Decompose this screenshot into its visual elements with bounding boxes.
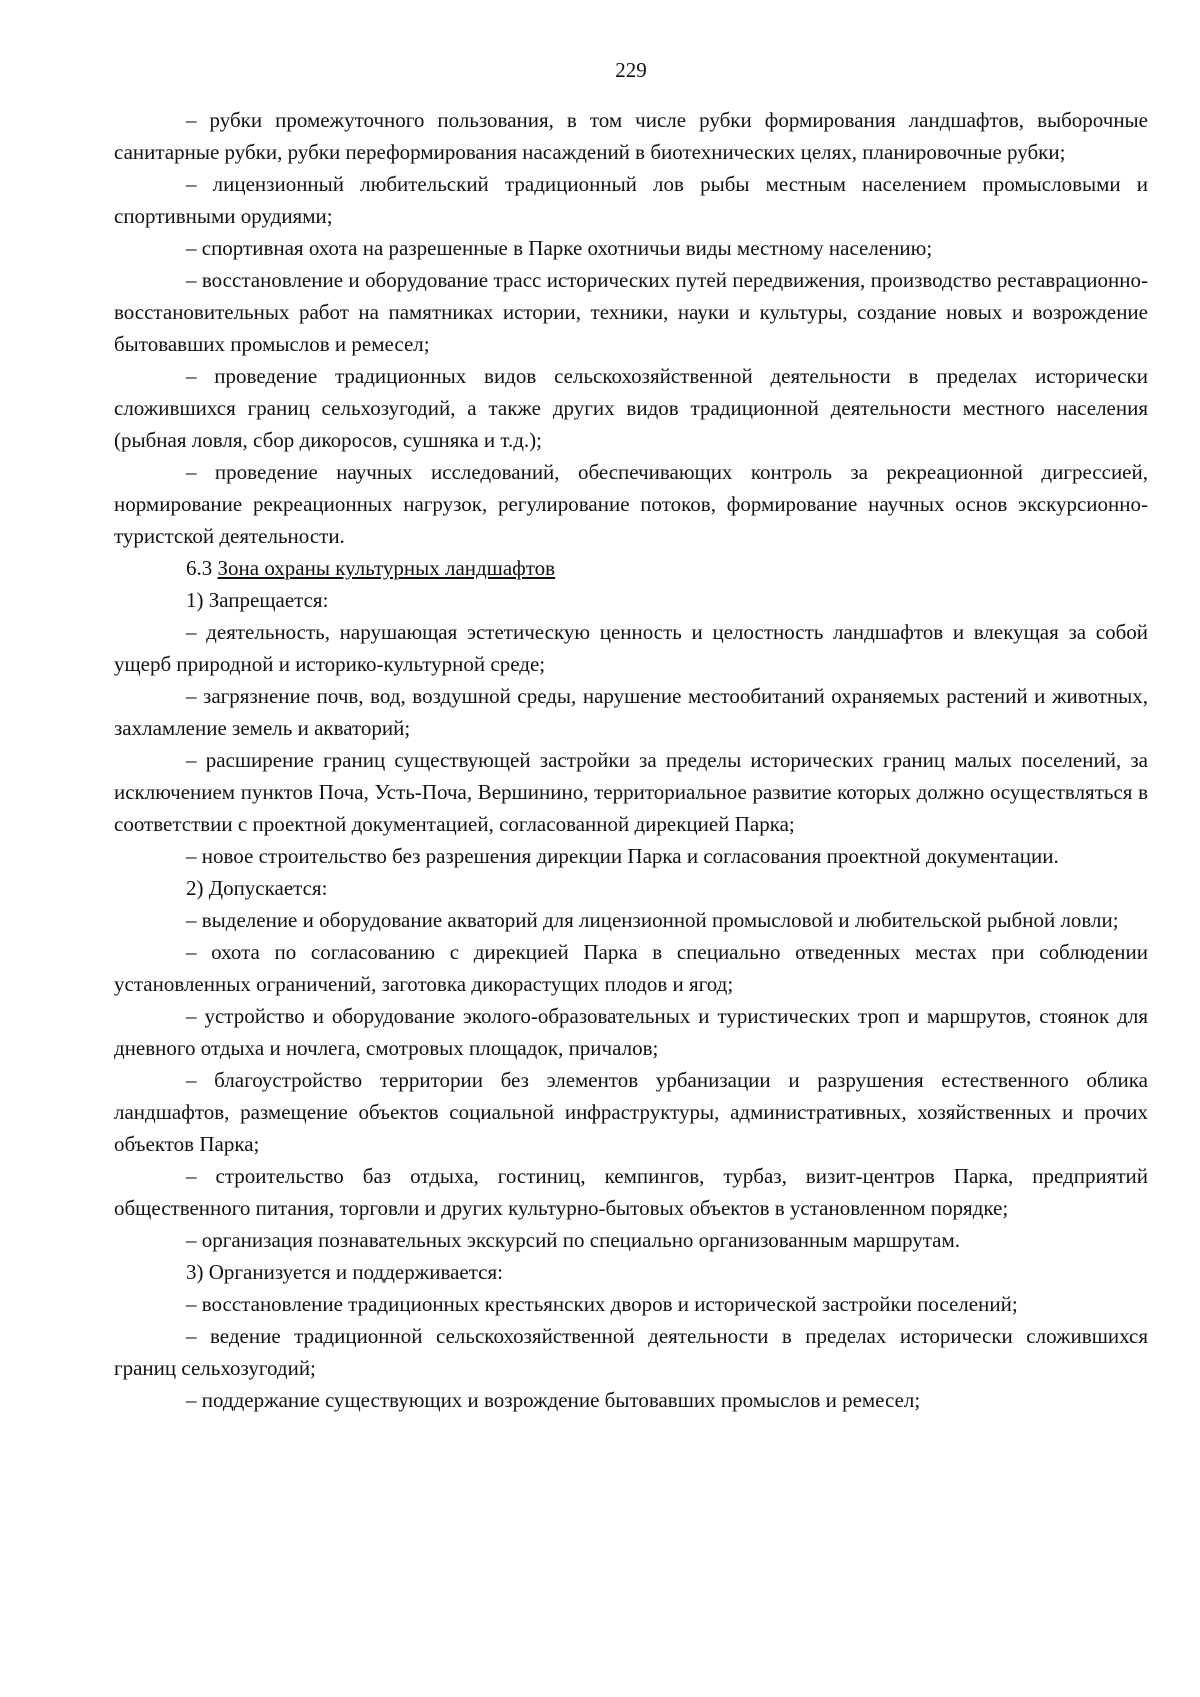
paragraph: – строительство баз отдыха, гостиниц, кемпингов, турбаз, визит-центров Парка, предприятий общественного питания, торговли и других культурно-бытовых объектов в установленном порядке; (114, 1164, 1148, 1220)
section-heading (114, 552, 1148, 584)
paragraph: – выделение и оборудование акваторий для лицензионной промысловой и любительской рыбной ловли; (186, 908, 1119, 932)
paragraph: – проведение традиционных видов сельскохозяйственной деятельности в пределах исторически сложившихся границ сельхозугодий, а также других видов традиционной деятельности местного населения (рыбная ловля, сбор дикоросов, сушняка и т.д.); (114, 364, 1148, 452)
paragraph: – рубки промежуточного пользования, в том числе рубки формирования ландшафтов, выборочные санитарные рубки, рубки переформирования насаждений в биотехнических целях, планировочные рубки; (114, 108, 1148, 164)
paragraph: – новое строительство без разрешения дирекции Парка и согласования проектной документации. (186, 844, 1059, 868)
paragraph: – лицензионный любительский традиционный лов рыбы местным населением промысловыми и спортивными орудиями; (114, 172, 1148, 228)
paragraph: – организация познавательных экскурсий по специально организованным маршрутам. (186, 1228, 961, 1252)
paragraph: – восстановление и оборудование трасс исторических путей передвижения, производство реставрационно-восстановительных работ на памятниках истории, техники, науки и культуры, создание новых и возрождение бытовавших промыслов и ремесел; (114, 268, 1148, 356)
paragraph: – устройство и оборудование эколого-образовательных и туристических троп и маршрутов, стоянок для дневного отдыха и ночлега, смотровых площадок, причалов; (114, 1004, 1148, 1060)
paragraph: 3) Организуется и поддерживается: (186, 1260, 503, 1284)
document-page (114, 58, 1148, 1416)
paragraph: – загрязнение почв, вод, воздушной среды, нарушение местообитаний охраняемых растений и животных, захламление земель и акваторий; (114, 684, 1148, 740)
paragraph: 2) Допускается: (186, 876, 328, 900)
section-number: 6.3 (186, 556, 218, 580)
paragraph: – проведение научных исследований, обеспечивающих контроль за рекреационной дигрессией, нормирование рекреационных нагрузок, регулирование потоков, формирование научных основ экскурсионно-туристской деятельности. (114, 460, 1148, 548)
page-number: 229 (615, 58, 647, 82)
section-title: Зона охраны культурных ландшафтов (217, 556, 556, 580)
paragraph: – ведение традиционной сельскохозяйственной деятельности в пределах исторически сложившихся границ сельхозугодий; (114, 1324, 1148, 1380)
paragraph: – поддержание существующих и возрождение бытовавших промыслов и ремесел; (186, 1388, 921, 1412)
paragraph: – спортивная охота на разрешенные в Парке охотничьи виды местному населению; (186, 236, 933, 260)
paragraph: – благоустройство территории без элементов урбанизации и разрушения естественного облика ландшафтов, размещение объектов социальной инфраструктуры, административных, хозяйственных и прочих объектов Парка; (114, 1068, 1148, 1156)
document-body (114, 104, 1148, 1416)
paragraph: 1) Запрещается: (186, 588, 329, 612)
paragraph: – восстановление традиционных крестьянских дворов и исторической застройки поселений; (186, 1292, 1018, 1316)
paragraph: – расширение границ существующей застройки за пределы исторических границ малых поселений, за исключением пунктов Поча, Усть-Поча, Вершинино, территориальное развитие которых должно осуществляться в соответствии с проектной документацией, согласованной дирекцией Парка; (114, 748, 1148, 836)
paragraph: – охота по согласованию с дирекцией Парка в специально отведенных местах при соблюдении установленных ограничений, заготовка дикорастущих плодов и ягод; (114, 940, 1148, 996)
paragraph: – деятельность, нарушающая эстетическую ценность и целостность ландшафтов и влекущая за собой ущерб природной и историко-культурной среде; (114, 620, 1148, 676)
